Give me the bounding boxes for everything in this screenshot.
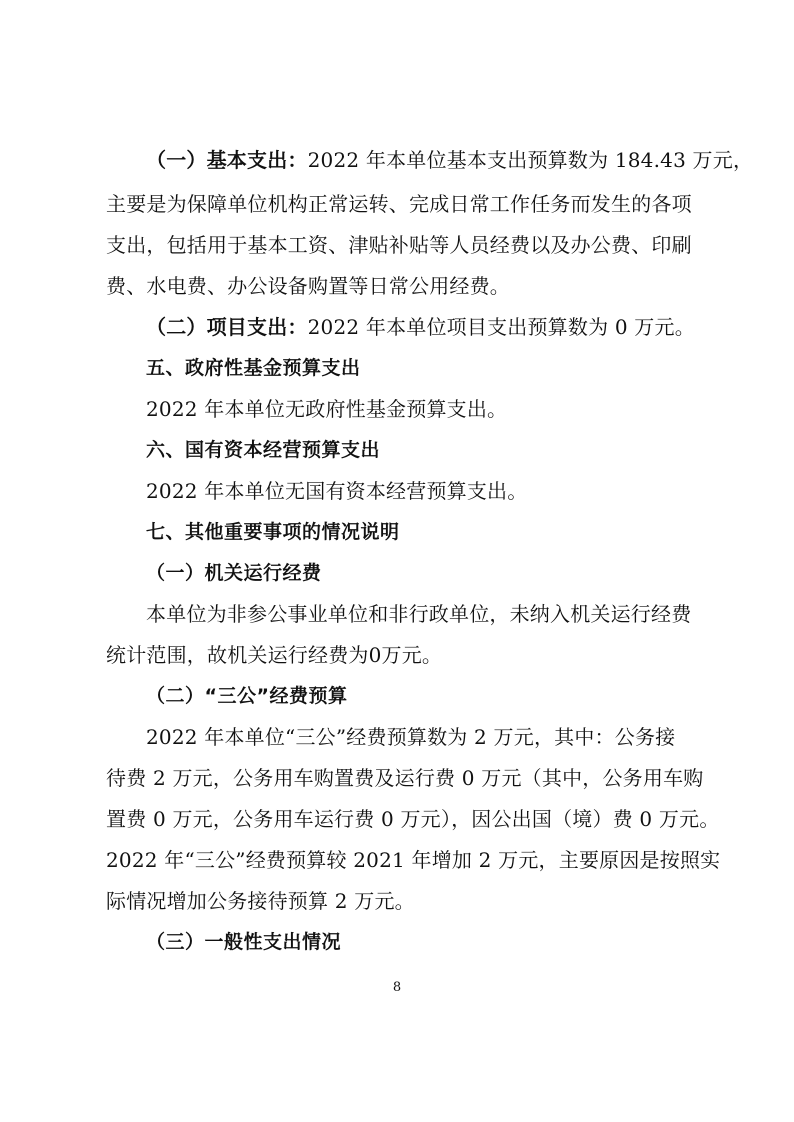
page-number: 8 <box>392 980 402 995</box>
section-7-sub-2-heading: （二）“三公”经费预算 <box>146 685 348 707</box>
basic-expenditure-line-2: 主要是为保障单位机构正常运转、完成日常工作任务而发生的各项 <box>106 192 692 216</box>
basic-expenditure-line-1 <box>0 146 794 174</box>
section-6-heading: 六、国有资本经营预算支出 <box>146 439 381 461</box>
basic-expenditure-line-4: 费、水电费、办公设备购置等日常公用经费。 <box>106 274 510 298</box>
project-expenditure-line <box>0 313 794 341</box>
section-7-sub-1-line-2: 统计范围，故机关运行经费为0万元。 <box>106 643 443 667</box>
basic-expenditure-line-3: 支出，包括用于基本工资、津贴补贴等人员经费以及办公费、印刷 <box>106 233 692 257</box>
section-5-heading: 五、政府性基金预算支出 <box>146 357 361 379</box>
section-7-sub-2-line-4: 2022 年“三公”经费预算较 2021 年增加 2 万元，主要原因是按照实 <box>106 848 721 872</box>
section-6-text: 2022 年本单位无国有资本经营预算支出。 <box>146 479 528 503</box>
section-7-heading: 七、其他重要事项的情况说明 <box>146 521 400 543</box>
section-7-sub-3-heading: （三）一般性支出情况 <box>146 931 342 953</box>
section-7-sub-2-line-2: 待费 2 万元，公务用车购置费及运行费 0 万元（其中，公务用车购 <box>106 766 704 790</box>
project-expenditure-text: 2022 年本单位项目支出预算数为 0 万元。 <box>307 315 695 339</box>
basic-expenditure-text: 2022 年本单位基本支出预算数为 184.43 万元， <box>307 148 754 172</box>
section-7-sub-2-line-5: 际情况增加公务接待预算 2 万元。 <box>106 889 415 913</box>
section-5-text: 2022 年本单位无政府性基金预算支出。 <box>146 397 508 421</box>
section-7-sub-2-line-1: 2022 年本单位“三公”经费预算数为 2 万元，其中：公务接 <box>146 725 676 749</box>
project-expenditure-label: （二）项目支出： <box>146 315 308 339</box>
section-7-sub-1-line-1: 本单位为非参公事业单位和非行政单位，未纳入机关运行经费 <box>146 602 692 626</box>
section-7-sub-1-heading: （一）机关运行经费 <box>146 562 322 584</box>
section-7-sub-2-line-3: 置费 0 万元，公务用车运行费 0 万元），因公出国（境）费 0 万元。 <box>106 807 720 831</box>
basic-expenditure-label: （一）基本支出： <box>146 148 308 172</box>
